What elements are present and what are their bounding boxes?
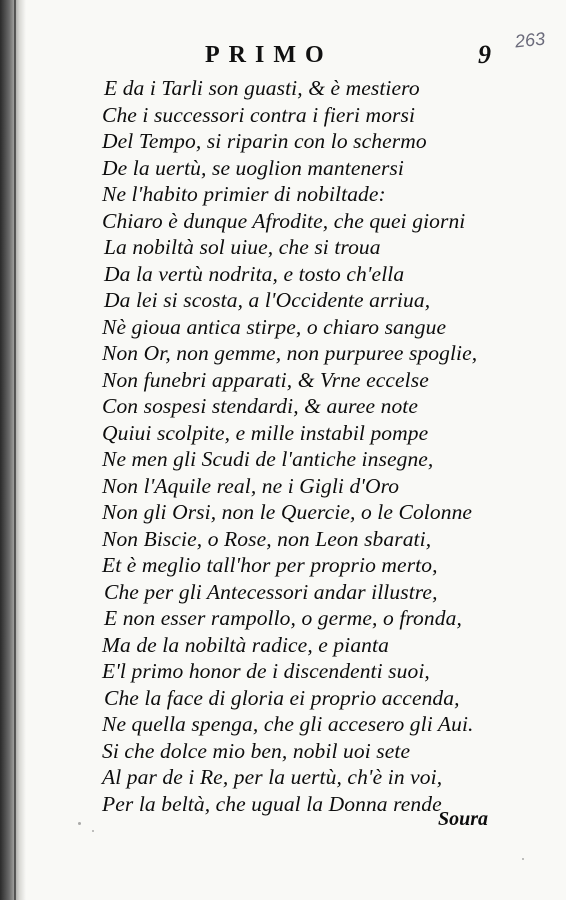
verse-line: Quiui scolpite, e mille instabil pompe (102, 420, 429, 445)
verse-line: Da la vertù nodrita, e tosto ch'ella (104, 261, 405, 286)
verse-line: Che la face di gloria ei proprio accenda, (104, 685, 460, 710)
page-number: 9 (478, 40, 491, 69)
verse-line: Chiaro è dunque Afrodite, che quei giorni (102, 208, 466, 233)
verse-line: Ne quella spenga, che gli accesero gli Aui. (102, 712, 474, 736)
verse-line: Non gli Orsi, non le Quercie, o le Colonne (102, 500, 473, 524)
paper-speck (522, 858, 524, 860)
verse-line: Non Or, non gemme, non purpuree spoglie, (102, 341, 478, 365)
verse-line: La nobiltà sol uiue, che si troua (104, 235, 381, 259)
verse-line: Al par de i Re, per la uertù, ch'è in voi, (102, 765, 443, 789)
verse-line: Non Biscie, o Rose, non Leon sbarati, (102, 526, 432, 551)
verse-line: Da lei si scosta, a l'Occidente arriua, (104, 288, 431, 312)
verse-line: Ne l'habito primier di nobiltade: (102, 182, 386, 206)
verse-line: Per la beltà, che ugual la Donna rende (102, 791, 442, 816)
verse-line: Del Tempo, si riparin con lo schermo (102, 129, 427, 153)
verse-line: Che i successori contra i fieri morsi (102, 102, 416, 127)
paper-speck (78, 822, 81, 825)
verse-line: Con sospesi stendardi, & auree note (102, 394, 419, 418)
verse-line: Ne men gli Scudi de l'antiche insegne, (102, 447, 434, 471)
verse-line: E non esser rampollo, o germe, o fronda, (104, 606, 462, 630)
verse-line: Non l'Aquile real, ne i Gigli d'Oro (102, 473, 400, 498)
verse-line: Ma de la nobiltà radice, e pianta (102, 632, 389, 657)
paper-speck (92, 830, 94, 832)
verse-line: E da i Tarli son guasti, & è mestiero (104, 76, 420, 100)
verse-line: E'l primo honor de i discendenti suoi, (102, 659, 430, 683)
verse-line: De la uertù, se uoglion mantenersi (102, 155, 404, 180)
verse-line: Nè gioua antica stirpe, o chiaro sangue (102, 314, 447, 339)
verse-line: Che per gli Antecessori andar illustre, (104, 579, 438, 604)
catchword: Soura (438, 808, 489, 830)
handwritten-folio-number: 263 (513, 28, 546, 52)
running-title: PRIMO (205, 42, 333, 68)
verse-line: Non funebri apparati, & Vrne eccelse (102, 367, 429, 392)
verse-line: Si che dolce mio ben, nobil uoi sete (102, 738, 411, 763)
verse-line: Et è meglio tall'hor per proprio merto, (102, 553, 438, 577)
